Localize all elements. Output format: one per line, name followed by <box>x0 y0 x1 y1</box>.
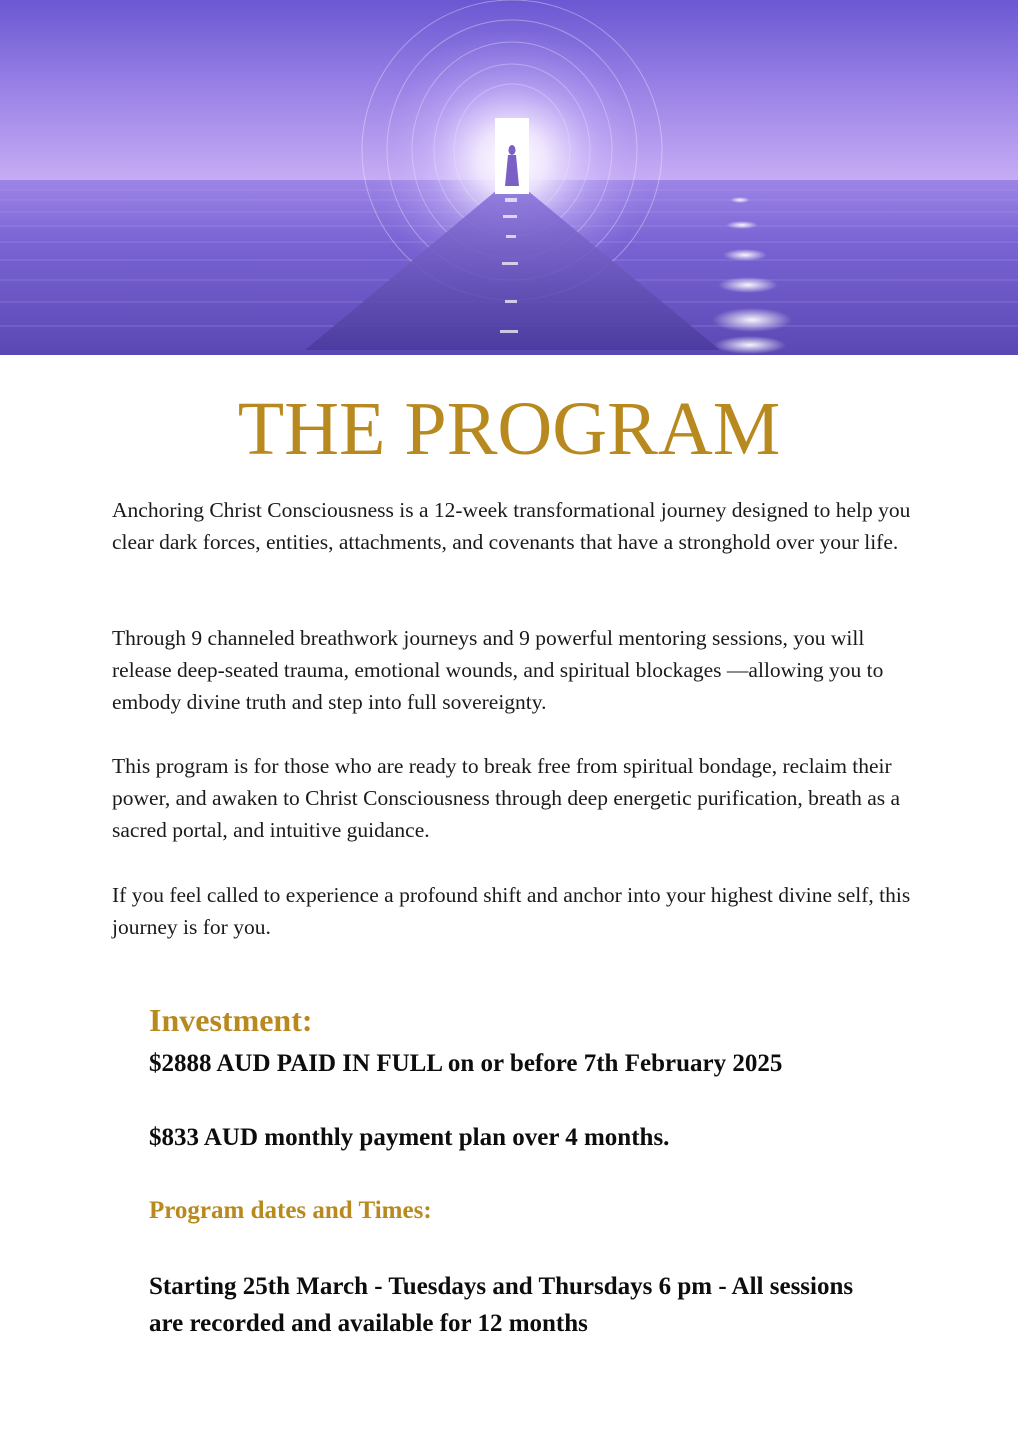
payment-plan-price: $833 AUD monthly payment plan over 4 months. <box>149 1124 670 1151</box>
paid-in-full-price: $2888 AUD PAID IN FULL on or before 7th February 2025 <box>149 1050 783 1077</box>
program-schedule: Starting 25th March - Tuesdays and Thursdays 6 pm - All sessions are recorded and available for 12 months <box>149 1273 854 1337</box>
investment-heading: Investment: <box>149 1002 313 1038</box>
intro-paragraph: Anchoring Christ Consciousness is a 12-week transformational journey designed to help you clear dark forces, entities, attachments, and covenants that have a stronghold over your life. <box>112 498 911 554</box>
program-dates-heading: Program dates and Times: <box>149 1197 432 1224</box>
hero-image <box>0 0 1018 355</box>
audience-paragraph: This program is for those who are ready to break free from spiritual bondage, reclaim their power, and awaken to Christ Consciousness through deep energetic purification, breath as a sacred portal, and intuitive guidance. <box>112 754 901 842</box>
portal-ocean-illustration <box>0 0 1018 355</box>
call-paragraph: If you feel called to experience a profound shift and anchor into your highest divine self, this journey is for you. <box>112 883 911 939</box>
breathwork-paragraph: Through 9 channeled breathwork journeys and 9 powerful mentoring sessions, you will release deep-seated trauma, emotional wounds, and spiritual blockages —allowing you to embody divine truth and step into full sovereignty. <box>112 626 884 714</box>
page-title: THE PROGRAM <box>237 387 781 471</box>
